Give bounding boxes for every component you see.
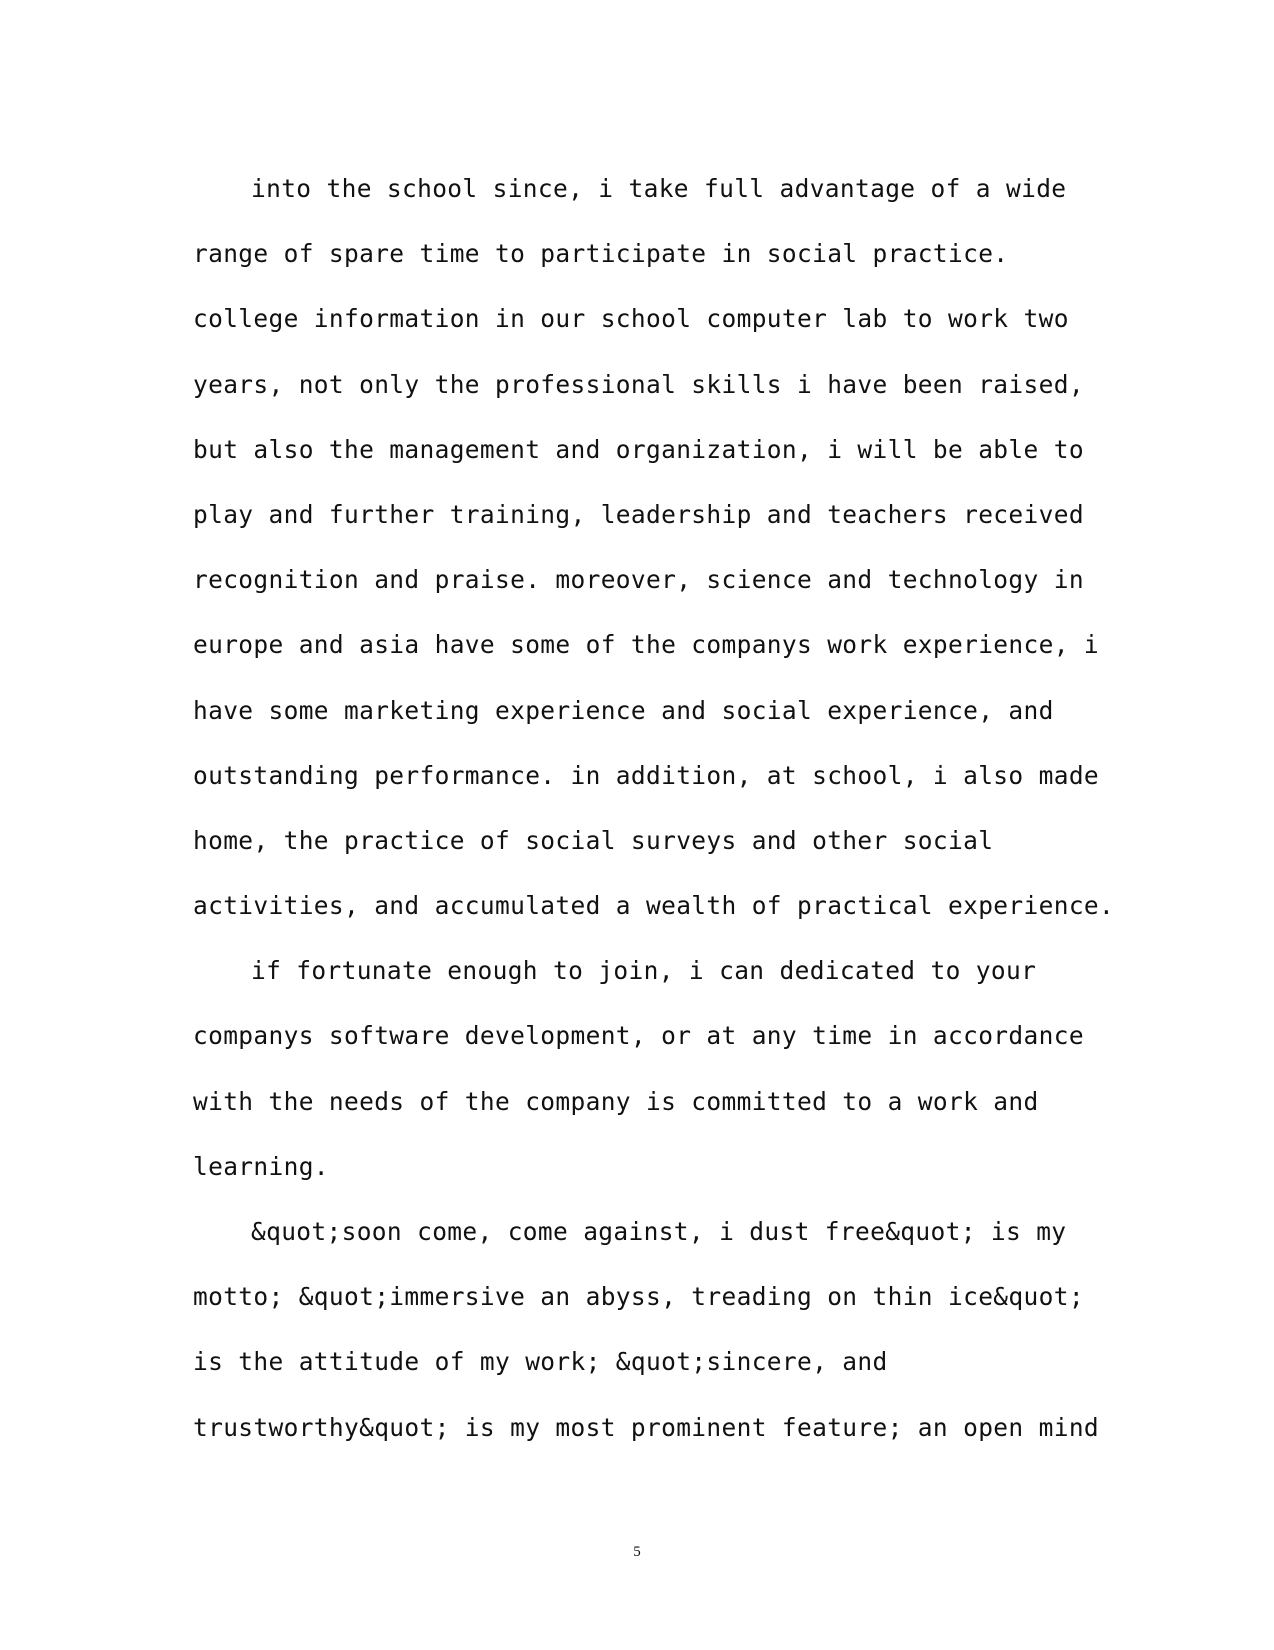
text-line: range of spare time to participate in social practice.	[193, 239, 1009, 269]
text-line: have some marketing experience and social experience, and	[193, 695, 1054, 725]
text-line: recognition and praise. moreover, science and technology in	[193, 565, 1084, 595]
text-line: with the needs of the company is committed to a work and	[193, 1086, 1039, 1116]
text-line: into the school since, i take full advantage of a wide	[251, 174, 1067, 203]
text-line: years, not only the professional skills i have been raised,	[193, 369, 1084, 399]
text-line: europe and asia have some of the companys work experience, i	[193, 630, 1100, 660]
text-line: activities, and accumulated a wealth of practical experience.	[193, 891, 1115, 921]
text-line: outstanding performance. in addition, at school, i also made	[193, 760, 1100, 790]
text-line: motto; &quot;immersive an abyss, treading on thin ice&quot;	[193, 1282, 1084, 1312]
text-line: home, the practice of social surveys and other social	[193, 825, 994, 855]
page-number: 5	[633, 1544, 641, 1560]
body-text	[193, 172, 1115, 1476]
text-line: &quot;soon come, come against, i dust free&quot; is my	[251, 1217, 1067, 1246]
text-line: if fortunate enough to join, i can dedicated to your	[251, 956, 1037, 986]
text-line: play and further training, leadership and teachers received	[193, 499, 1084, 529]
text-line: companys software development, or at any time in accordance	[193, 1021, 1084, 1051]
text-line: trustworthy&quot; is my most prominent feature; an open mind	[193, 1412, 1100, 1442]
text-line: college information in our school computer lab to work two	[193, 304, 1069, 334]
text-line: but also the management and organization, i will be able to	[193, 434, 1084, 464]
text-line: learning.	[193, 1151, 329, 1181]
text-line: is the attitude of my work; &quot;sincere, and	[193, 1347, 888, 1377]
